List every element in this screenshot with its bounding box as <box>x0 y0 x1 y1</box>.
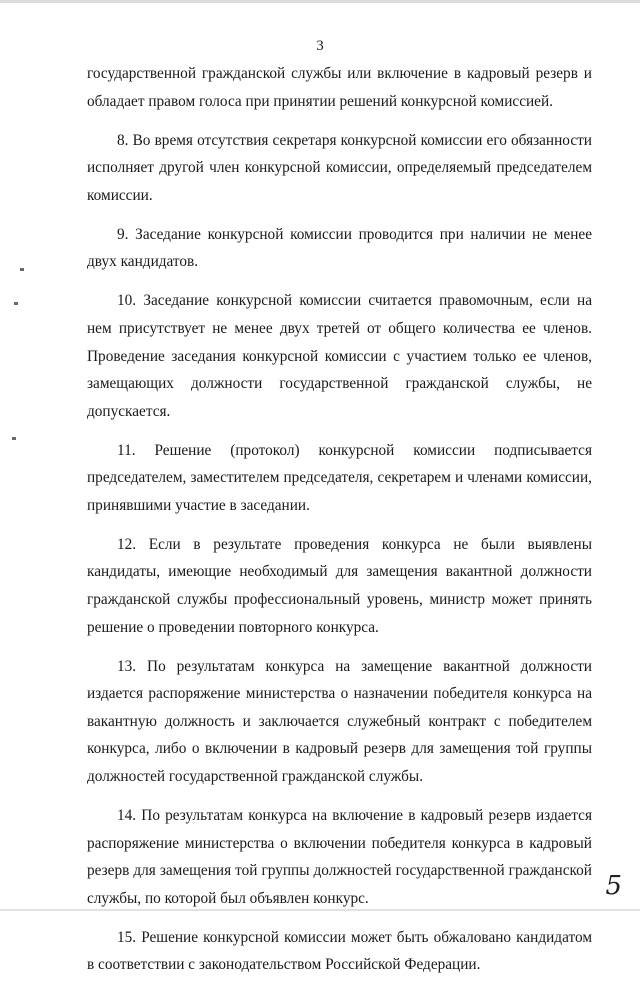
paragraph-8: 8. Во время отсутствия секретаря конкурсной комиссии его обязанности исполняет другой член конкурсной комиссии, определяемый председателем комиссии. <box>87 131 592 204</box>
paragraph-14: 14. По результатам конкурса на включение в кадровый резерв издается распоряжение министерства о включении победителя конкурса в кадровый резерв для замещения той группы должностей государственной гражданской службы, по которой был объявлен конкурс. <box>87 806 592 907</box>
margin-mark <box>12 437 16 440</box>
page-number: 3 <box>316 38 324 54</box>
margin-mark <box>20 268 24 271</box>
margin-mark <box>14 302 18 305</box>
paragraph-11: 11. Решение (протокол) конкурсной комиссии подписывается председателем, заместителем председателя, секретарем и членами комиссии, принявшими участие в заседании. <box>87 441 592 514</box>
paragraph-continuation: государственной гражданской службы или включение в кадровый резерв и обладает правом голоса при принятии решений конкурсной комиссией. <box>87 65 592 110</box>
paragraph-9: 9. Заседание конкурсной комиссии проводится при наличии не менее двух кандидатов. <box>87 225 592 271</box>
paragraph-10: 10. Заседание конкурсной комиссии считается правомочным, если на нем присутствует не менее двух третей от общего количества ее членов. Проведение заседания конкурсной комиссии с участием только ее членов, замещающих должности государственной гражданской службы, не допускается. <box>87 292 592 420</box>
paragraph-15: 15. Решение конкурсной комиссии может быть обжаловано кандидатом в соответствии с законодательством Российской Федерации. <box>87 928 592 974</box>
document-body <box>87 60 592 990</box>
paragraph-12: 12. Если в результате проведения конкурса не были выявлены кандидаты, имеющие необходимый для замещения вакантной должности гражданской службы профессиональный уровень, министр может принять решение о проведении повторного конкурса. <box>87 535 592 636</box>
scan-edge-top <box>0 0 640 3</box>
paragraph-13: 13. По результатам конкурса на замещение вакантной должности издается распоряжение министерства о назначении победителя конкурса на вакантную должность и заключается служебный контракт с победителем конкурса, либо о включении в кадровый резерв для замещения той группы должностей государственной гражданской службы. <box>87 657 592 785</box>
handwritten-page-number: 5 <box>605 871 622 901</box>
